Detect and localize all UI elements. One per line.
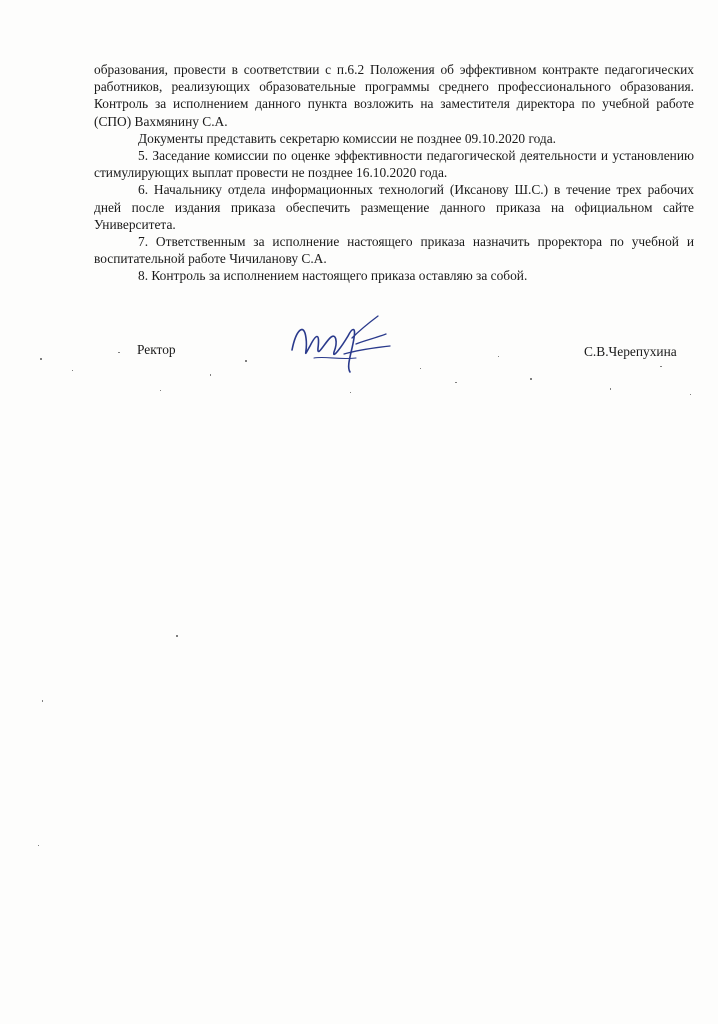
- signature-block: [0, 330, 718, 390]
- order-text: [94, 61, 694, 285]
- scan-speck: [38, 845, 39, 846]
- handwritten-signature: [286, 308, 396, 380]
- paragraph-item-7: 7. Ответственным за исполнение настоящего приказа назначить проректора по учебной и воспитательной работе Чичиланову С.А.: [94, 234, 694, 267]
- scan-speck: [42, 700, 43, 702]
- paragraph-item-8: 8. Контроль за исполнением настоящего приказа оставляю за собой.: [138, 268, 528, 284]
- paragraph-item-5: 5. Заседание комиссии по оценке эффективности педагогической деятельности и установлению стимулирующих выплат провести не позднее 16.10.2020 года.: [94, 148, 694, 181]
- signer-position: Ректор: [137, 342, 176, 357]
- paragraph-continuation: образования, провести в соответствии с п.6.2 Положения об эффективном контракте педагогических работников, реализующих образовательные программы среднего профессионального образования. Контроль за исполнением данного пункта возложить на заместителя директора по учебной работе (СПО) Вахмянину С.А.: [94, 62, 694, 129]
- signer-name: С.В.Черепухина: [584, 344, 677, 359]
- paragraph-item-6: 6. Начальнику отдела информационных технологий (Иксанову Ш.С.) в течение трех рабочих дней после издания приказа обеспечить размещение данного приказа на официальном сайте Университета.: [94, 182, 694, 232]
- scan-speck: [176, 635, 178, 637]
- paragraph-documents-deadline: Документы представить секретарю комиссии не позднее 09.10.2020 года.: [138, 130, 557, 146]
